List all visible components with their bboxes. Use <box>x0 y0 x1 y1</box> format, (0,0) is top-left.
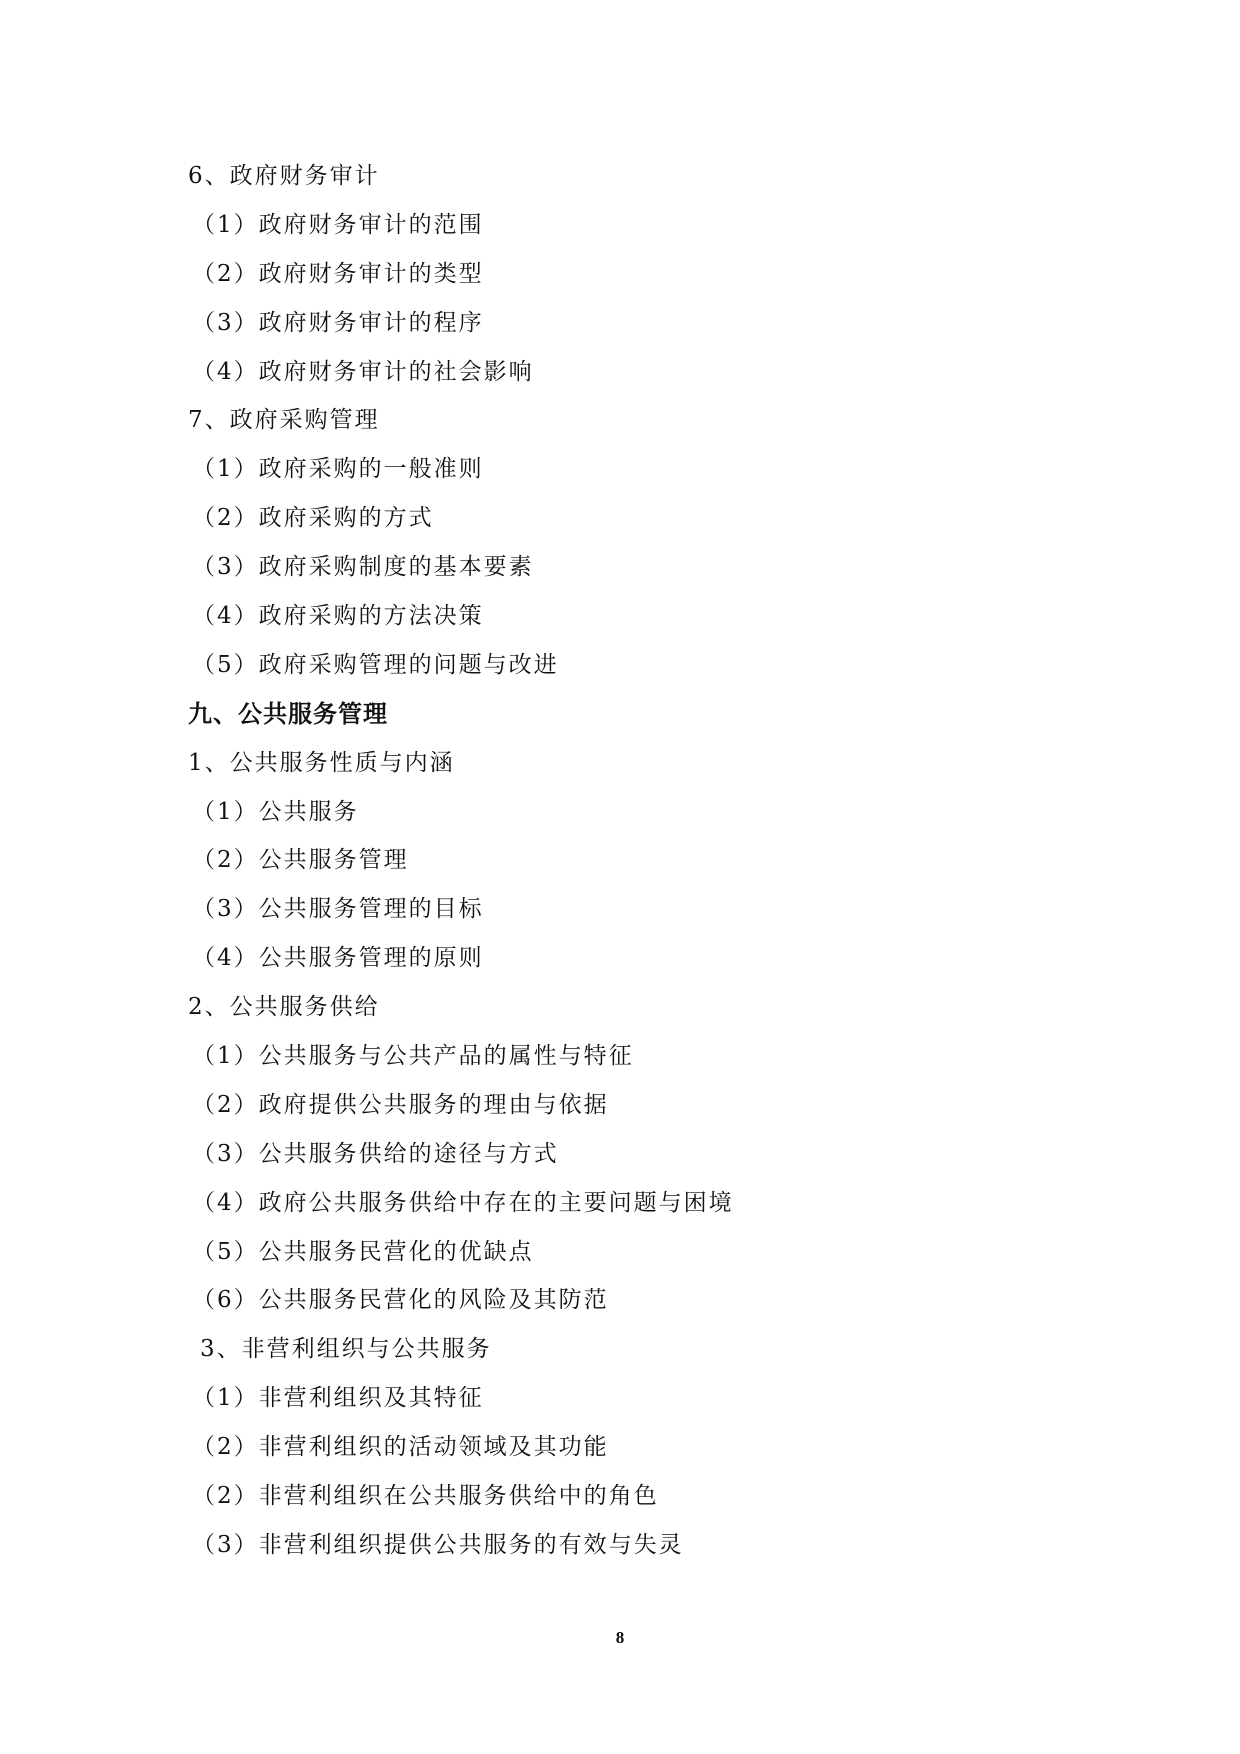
sub-item: （2）政府提供公共服务的理由与依据 <box>192 1091 609 1118</box>
item-heading-3: 3、非营利组织与公共服务 <box>200 1336 492 1363</box>
sub-item: （2）非营利组织在公共服务供给中的角色 <box>192 1483 659 1510</box>
sub-item: （4）政府财务审计的社会影响 <box>192 358 534 385</box>
sub-item: （3）政府财务审计的程序 <box>192 309 484 336</box>
sub-item: （3）公共服务管理的目标 <box>192 896 484 923</box>
sub-item: （1）政府采购的一般准则 <box>192 456 484 483</box>
sub-item: （2）政府采购的方式 <box>192 505 434 532</box>
sub-item: （3）政府采购制度的基本要素 <box>192 554 534 581</box>
section-heading-9: 九、公共服务管理 <box>188 698 388 728</box>
sub-item: （5）政府采购管理的问题与改进 <box>192 651 559 678</box>
sub-item: （2）公共服务管理 <box>192 847 409 874</box>
sub-item: （1）非营利组织及其特征 <box>192 1385 484 1412</box>
sub-item: （2）非营利组织的活动领域及其功能 <box>192 1434 609 1461</box>
sub-item: （5）公共服务民营化的优缺点 <box>192 1238 534 1265</box>
sub-item: （1）公共服务与公共产品的属性与特征 <box>192 1043 634 1070</box>
outline-content <box>188 152 1088 1570</box>
sub-item: （1）公共服务 <box>192 798 359 825</box>
page-number: 8 <box>615 1628 625 1647</box>
item-heading-7: 7、政府采购管理 <box>188 407 380 434</box>
item-heading-1: 1、公共服务性质与内涵 <box>188 749 455 776</box>
sub-item: （4）公共服务管理的原则 <box>192 945 484 972</box>
sub-item: （3）非营利组织提供公共服务的有效与失灵 <box>192 1531 684 1558</box>
sub-item: （2）政府财务审计的类型 <box>192 260 484 287</box>
sub-item: （3）公共服务供给的途径与方式 <box>192 1140 559 1167</box>
sub-item: （4）政府采购的方法决策 <box>192 603 484 630</box>
sub-item: （1）政府财务审计的范围 <box>192 211 484 238</box>
sub-item: （6）公共服务民营化的风险及其防范 <box>192 1287 609 1314</box>
item-heading-6: 6、政府财务审计 <box>188 163 380 189</box>
sub-item: （4）政府公共服务供给中存在的主要问题与困境 <box>192 1189 734 1216</box>
item-heading-2: 2、公共服务供给 <box>188 994 380 1021</box>
